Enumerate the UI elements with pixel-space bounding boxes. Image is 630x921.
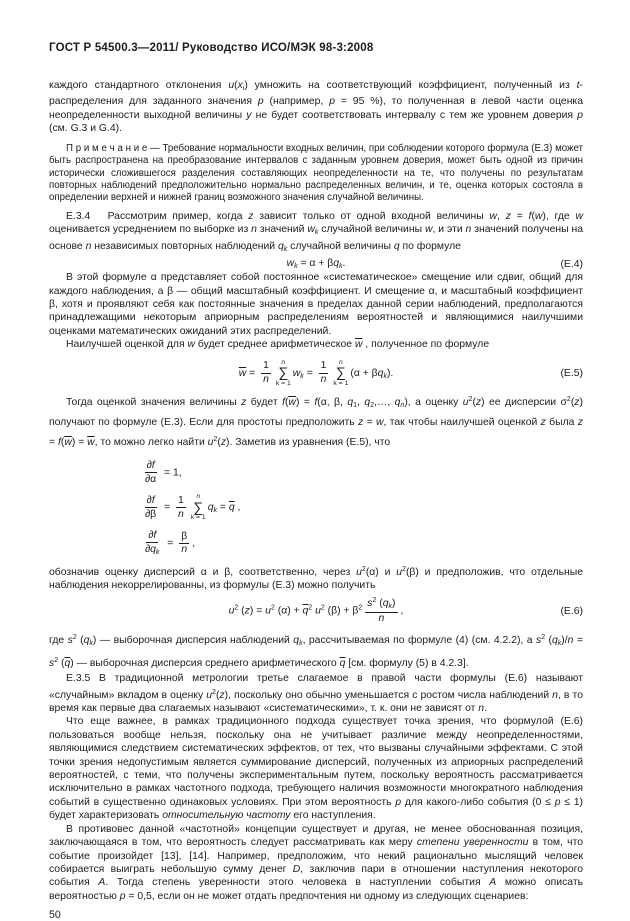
text-segment: x — [237, 80, 243, 91]
text-segment: ) ее дисперсии σ — [481, 397, 567, 409]
text-segment: ( — [531, 210, 535, 222]
text-segment: = — [573, 634, 583, 646]
text-segment: w — [286, 258, 295, 270]
text-segment: 1 — [263, 360, 269, 372]
text-segment: p — [119, 890, 126, 902]
text-segment: q — [207, 502, 214, 514]
text-segment: 2 — [213, 436, 218, 444]
text-segment: f — [151, 459, 155, 471]
text-segment: w — [534, 210, 543, 222]
fraction — [319, 360, 329, 385]
text-segment: (α) и — [365, 566, 397, 578]
sum-lower-limit: k = 1 — [190, 514, 206, 522]
text-segment: f — [151, 494, 155, 506]
text-segment: p — [554, 796, 561, 808]
text-segment: ∂α — [145, 473, 157, 485]
text-segment: , — [400, 605, 404, 617]
text-segment: f — [314, 397, 318, 409]
text-segment: $\overline{q}$ — [302, 605, 309, 617]
text-segment: Тогда оценкой значения величины — [66, 397, 242, 409]
formula-e6-label: (Е.6) — [560, 605, 583, 617]
text-segment: 2 — [468, 396, 473, 404]
text-segment: 2 — [212, 688, 216, 696]
text-segment: w — [376, 417, 384, 429]
text-segment: , заключив пари в отношении наступления некоторого события — [49, 863, 584, 889]
text-segment: n — [85, 240, 92, 252]
text-segment: для какого-либо события (0 ≤ — [401, 796, 555, 808]
text-segment: 2 — [370, 402, 375, 410]
text-segment: q — [377, 367, 384, 379]
text-segment: k — [294, 263, 298, 271]
text-segment: z — [475, 397, 482, 409]
text-segment: ∂ — [146, 494, 152, 506]
text-segment: ( — [58, 658, 65, 670]
text-segment: 1 — [177, 494, 184, 506]
text-segment: ( — [76, 634, 84, 646]
sigma-icon: ∑ — [193, 498, 204, 515]
sum-lower-limit: k = 1 — [275, 379, 291, 387]
text-segment: ,…, — [374, 397, 395, 409]
text-segment: , — [234, 502, 241, 514]
text-segment: = 1, — [161, 467, 182, 479]
sigma-icon: ∑ — [335, 364, 346, 381]
text-segment: w — [292, 367, 301, 379]
text-segment: w — [307, 224, 315, 236]
text-segment: z — [577, 417, 583, 429]
text-segment: (β) и предположив, что отдельные наблюдения некоррелированны, из формулы (Е.3) можно получить — [49, 566, 583, 591]
text-segment: n — [465, 224, 472, 236]
text-segment: u — [396, 566, 403, 578]
text-segment: значений — [256, 224, 308, 236]
text-segment: ), поскольку оно обычно уменьшается с ростом числа наблюдений — [224, 689, 553, 701]
text-segment: p — [577, 109, 583, 121]
fraction-numerator — [145, 460, 157, 473]
paragraph-continuation — [49, 79, 583, 136]
text-segment: z — [219, 689, 225, 701]
text-segment: ∂β — [145, 508, 157, 520]
text-segment: n — [400, 402, 405, 410]
fraction — [179, 531, 189, 556]
sum-upper-limit: n — [196, 493, 201, 501]
formula-df-dalpha — [140, 460, 583, 485]
text-segment: , в то время как первые два слагаемых называют «систематическими», т. к. они не зависят от — [49, 689, 583, 715]
text-segment: , рассчитываемая по формуле (4) (см. 4.2.2), а — [302, 634, 536, 646]
text-segment: Е.3.5 В традиционной метрологии третье слагаемое в правой части формулы (Е.6) называют «случайным» вкладом в оценку — [49, 673, 583, 701]
text-segment: q — [382, 598, 389, 610]
text-segment: обозначив оценку дисперсий α и β, соответственно, через — [49, 566, 357, 578]
text-segment: зависит только от одной входной величины — [253, 210, 490, 222]
text-segment: p — [395, 796, 402, 808]
paragraph-protivoves — [49, 823, 583, 903]
text-segment: D — [292, 863, 301, 875]
text-segment: значений получены на основе — [49, 224, 583, 252]
text-segment: z — [505, 210, 511, 222]
page-header: ГОСТ Р 54500.3—2011/ Руководство ИСО/МЭК 98-3:2008 — [49, 42, 374, 54]
text-segment: q — [293, 634, 300, 646]
fraction-numerator — [261, 360, 271, 373]
fraction-denominator — [143, 473, 158, 485]
text-segment: была — [545, 417, 578, 429]
text-segment: k — [299, 639, 303, 647]
text-segment: n — [378, 613, 385, 625]
text-segment: = — [303, 367, 316, 379]
text-segment: k — [300, 372, 304, 380]
text-segment: ∂ — [148, 530, 154, 542]
text-segment: = — [216, 502, 229, 514]
text-segment: ). Заметив из уравнения (Е.5), что — [226, 437, 391, 449]
text-segment: не будет соответствовать интервалу с тем же уровнем доверия — [251, 109, 578, 121]
paragraph-togda — [49, 392, 583, 451]
text-segment: u — [228, 605, 235, 617]
text-segment: , — [497, 210, 506, 222]
text-segment: независимых повторных наблюдений — [91, 240, 278, 252]
text-segment: q — [277, 240, 284, 252]
text-segment: , — [357, 397, 365, 409]
text-segment: Наилучшей оценкой для — [66, 339, 188, 351]
summation — [191, 493, 206, 522]
text-segment: k — [155, 548, 160, 556]
text-segment: = 95 %), то полученная в левой части оценка неопределенности выходной величины — [49, 96, 583, 121]
text-segment: по формуле — [399, 240, 461, 252]
text-segment: ) умножить на соответствующий коэффициент, полученный из — [244, 80, 577, 91]
formula-e4-body — [87, 258, 545, 270]
text-segment: будет среднее арифметическое — [194, 339, 355, 351]
fraction — [365, 597, 397, 624]
text-segment: q — [347, 397, 354, 409]
text-segment: k — [339, 263, 343, 271]
text-segment: $\overline{w}$ — [87, 437, 95, 449]
text-segment: f — [57, 437, 61, 449]
text-segment: 2 — [270, 604, 275, 612]
text-segment: В противовес данной «частотной» концепции существует и другая, не менее обоснованная позиция, заключающаяся в том, что вероятность следует рассматривать как меру — [49, 823, 583, 849]
text-segment: n — [478, 703, 485, 715]
text-segment: n — [181, 544, 188, 556]
paragraph-e3-5 — [49, 672, 583, 715]
text-segment: y — [246, 109, 252, 121]
text-segment: s — [49, 658, 55, 670]
text-segment: ≤ 1) будет характеризовать — [49, 796, 584, 822]
text-segment: u — [356, 566, 362, 578]
text-segment: [см. формулу (5) в 4.2.3]. — [345, 658, 469, 670]
text-segment: = α + β — [297, 258, 334, 270]
sum-upper-limit: n — [339, 358, 343, 366]
text-segment: $\overline{q}$ — [228, 502, 235, 514]
fraction-numerator — [145, 495, 157, 508]
text-segment: ) = — [295, 397, 315, 409]
text-segment: z — [244, 605, 250, 617]
text-segment: w — [424, 224, 433, 236]
fraction-denominator — [319, 374, 329, 386]
sum-upper-limit: n — [281, 358, 286, 366]
text-segment: ∂ — [146, 459, 152, 471]
paragraph-e3-4 — [49, 210, 583, 256]
text-segment: ), где — [542, 210, 576, 222]
text-segment: u — [462, 397, 469, 409]
text-segment: p — [257, 96, 264, 108]
text-segment: ( — [217, 437, 221, 449]
text-segment: $\overline{w}$ — [354, 339, 363, 351]
text-segment: s — [536, 634, 542, 646]
text-segment: )/ — [561, 634, 568, 646]
text-segment: w — [187, 339, 195, 351]
sigma-icon: ∑ — [278, 364, 289, 381]
text-segment: в том, что событие произойдет [13], [14]. Например, предположим, что некий рационально мыслящий человек собирается выиграть небольшую сумму денег — [49, 837, 583, 875]
text-segment: $\overline{w}$ — [288, 397, 296, 409]
text-segment: n — [552, 689, 558, 701]
text-segment: 2 — [54, 657, 59, 665]
text-segment: (α, β, — [317, 397, 348, 409]
text-segment: 2 — [308, 604, 313, 612]
text-segment: (α + β — [350, 367, 378, 379]
text-segment: ) получают по формуле (Е.3). Если для простоты предположить — [49, 397, 583, 429]
text-segment: ( — [570, 397, 575, 409]
fraction-denominator — [261, 374, 271, 386]
text-segment: z — [574, 397, 580, 409]
text-segment: ( — [472, 397, 476, 409]
text-segment: z — [358, 417, 364, 429]
text-segment: ) — выборочная дисперсия среднего арифметического — [70, 658, 340, 670]
text-segment: ( — [284, 397, 289, 409]
text-segment: , полученное по формуле — [362, 339, 490, 351]
text-segment: (α) + — [274, 605, 303, 617]
text-segment: k — [557, 639, 562, 647]
text-segment: n — [320, 374, 327, 385]
text-segment: k — [314, 229, 319, 237]
text-segment: i — [242, 85, 245, 92]
formula-df-dqk — [140, 530, 583, 556]
text-segment: q — [394, 397, 401, 409]
text-segment: n — [567, 634, 574, 646]
text-segment: k — [283, 245, 288, 253]
text-segment: (например, — [263, 96, 330, 108]
formula-df-dbeta — [140, 493, 583, 522]
text-segment: случайной величины — [287, 240, 394, 252]
page-number: 50 — [49, 909, 61, 921]
fraction-denominator — [179, 544, 189, 556]
text-segment: относительную частоту — [162, 810, 291, 822]
paragraph-best-estimate — [49, 338, 583, 351]
text-segment: = — [363, 417, 377, 429]
formula-e5-label: (Е.5) — [560, 367, 583, 379]
text-segment: $\overline{w}$ — [238, 367, 247, 379]
text-segment: можно описать вероятностью — [49, 877, 583, 902]
text-segment: 2 — [358, 604, 363, 612]
text-segment: Что еще важнее, в рамках традиционного подхода существует точка зрения, что формулой (Е.6) пользоваться вообще нельзя, поскольку она не учитывает различие между неопределенностями, являющимися следствием систематических эффектов, от тех, что вызваны случайными эффектами. С этой точки зрения недопустимым является суммирование дисперсий, полученных из априорных распределений вероятностей, с теми, что получены экспериментальным путем, поскольку вероятность рассматривается исключительно в рамках частотного подхода, требующего наличия возможности многократного наблюдения событий в существенно одинаковых условиях. При этом вероятность — [49, 716, 583, 808]
text-segment: ). — [386, 367, 394, 379]
text-segment: s — [67, 634, 73, 646]
text-segment: ( — [545, 634, 553, 646]
text-segment: 2 — [361, 565, 366, 573]
fraction — [143, 530, 161, 556]
fraction-numerator — [179, 531, 189, 544]
text-segment: z — [220, 437, 227, 449]
text-segment: 2 — [566, 396, 571, 404]
paragraph-after-e4 — [49, 271, 583, 338]
text-segment: q — [83, 634, 90, 646]
text-segment: 2 — [372, 597, 377, 605]
text-segment: = — [510, 210, 529, 222]
text-segment: n — [263, 374, 269, 385]
text-segment: ( — [215, 689, 220, 701]
paragraph-oboznachiv — [49, 563, 583, 593]
text-segment: Е.3.4 Рассмотрим пример, когда — [66, 210, 249, 222]
text-segment: ) = — [249, 605, 266, 617]
text-segment: n — [251, 224, 257, 236]
formula-e4-label: (Е.4) — [560, 258, 583, 270]
text-segment: q — [393, 240, 400, 252]
text-segment: q — [552, 634, 558, 646]
text-segment: k — [383, 372, 387, 380]
text-segment: w — [489, 210, 498, 222]
text-segment: ( — [60, 437, 65, 449]
text-segment: . Тогда степень уверенности этого человека в наступлении события — [105, 877, 490, 889]
text-segment: k — [89, 639, 93, 647]
text-segment: u — [265, 605, 271, 617]
text-segment: где — [49, 634, 68, 646]
text-segment: -распределения для заданного значения — [49, 80, 583, 108]
text-segment: k — [213, 507, 217, 515]
text-segment: = — [49, 437, 58, 449]
text-segment: 2 — [320, 604, 325, 612]
text-segment: ) — [392, 598, 396, 610]
fraction-denominator — [143, 508, 158, 520]
text-segment: k — [388, 603, 393, 611]
paragraph-chto-vazhnee — [49, 715, 583, 822]
text-segment: $\overline{q}$ — [339, 658, 346, 670]
text-segment: (β) + β — [324, 605, 359, 617]
text-segment: u — [206, 689, 213, 701]
text-segment: f — [282, 397, 285, 409]
text-segment: = — [161, 502, 173, 514]
text-segment: q — [364, 397, 371, 409]
fraction — [261, 360, 271, 385]
text-segment: , то можно легко найти — [94, 437, 208, 449]
text-segment: f — [153, 530, 157, 542]
text-segment: ), а оценку — [404, 397, 463, 409]
text-segment: $\overline{q}$ — [64, 658, 71, 670]
fraction-numerator — [146, 530, 158, 543]
text-segment: ) — выборочная дисперсия наблюдений — [92, 634, 294, 646]
text-segment: , — [192, 538, 196, 550]
text-segment: A — [98, 877, 106, 889]
text-segment: u — [315, 605, 321, 617]
text-segment: w — [575, 210, 583, 222]
text-segment: 2 — [234, 604, 239, 612]
text-segment: ( — [238, 605, 245, 617]
fraction-numerator — [176, 495, 186, 508]
fraction-numerator — [365, 597, 397, 612]
text-segment: β — [181, 530, 188, 542]
text-segment: , так чтобы наилучшей оценкой — [383, 417, 541, 429]
text-segment: f — [528, 210, 532, 222]
text-segment: = — [164, 538, 177, 550]
text-segment: ) = — [71, 437, 88, 449]
text-segment: ∂ — [145, 543, 151, 555]
text-segment: 2 — [402, 565, 406, 573]
text-segment: $\overline{w}$ — [64, 437, 72, 449]
text-segment: = 0,5, если он не может отдать предпочтения ни одному из следующих сценариев: — [125, 890, 529, 902]
text-segment: u — [207, 437, 214, 449]
fraction — [143, 460, 158, 485]
text-segment: степени уверенности — [416, 837, 529, 849]
text-segment: будет — [246, 397, 283, 409]
text-segment: В этой формуле α представляет собой постоянное «систематическое» смещение или сдвиг, общий для каждого наблюдения, а β — общий масштабный коэффициент. И смещение α, и масштабный коэффициент β, хотя и проявляют себя как постоянные значения в пределах данной серии наблюдений, предполагаются принадлежащими некоторым априорным распределениям вероятностей и являющимися наилучшими оценками математических ожиданий этих распределений. — [49, 272, 583, 337]
formula-e6-body — [87, 597, 545, 624]
text-segment: (см. G.3 и G.4). — [49, 123, 122, 135]
formula-e6 — [49, 597, 583, 624]
text-segment: u — [228, 80, 235, 91]
text-segment: q — [150, 543, 156, 555]
text-segment: 1 — [320, 360, 327, 372]
summation — [276, 359, 291, 388]
text-segment: ( — [376, 598, 383, 610]
fraction-denominator — [377, 613, 387, 625]
fraction-numerator — [319, 360, 329, 373]
text-segment: , и эти — [432, 224, 466, 236]
fraction — [176, 495, 186, 520]
text-segment: 2 — [541, 633, 546, 641]
text-segment: = — [246, 367, 259, 379]
text-segment: z — [248, 210, 254, 222]
text-segment: 1 — [353, 402, 358, 410]
fraction — [143, 495, 158, 520]
fraction-denominator — [143, 543, 161, 556]
text-segment: его наступления. — [290, 810, 376, 822]
text-segment: A — [489, 877, 497, 889]
text-segment: t — [576, 80, 580, 91]
text-segment: П р и м е ч а н и е — Требование нормальности входных величин, при соблюдении которого формула (Е.3) может быть распространена на преобразование интервалов с заданным уровнем доверия, может быть одной из причин исторически сложившегося разделения составляющих неопределенности на те, что получены по результатам повторных наблюдений предположительно нормально распределенных величин, и те, оценка которых состояла в определении верхней и нижней границ возможного значения случайной величины. — [49, 142, 583, 204]
text-segment: . — [484, 703, 487, 715]
text-segment: . — [342, 258, 346, 270]
formula-e5 — [49, 359, 583, 388]
text-segment: каждого стандартного отклонения — [49, 80, 229, 91]
text-segment: q — [333, 258, 340, 270]
sum-lower-limit: k = 1 — [333, 379, 349, 387]
formula-e4 — [49, 258, 583, 270]
text-segment: оценивается усреднением по выборке из — [49, 224, 252, 236]
paragraph-gde — [49, 629, 583, 672]
note-paragraph — [49, 143, 583, 205]
fraction-denominator — [176, 508, 186, 520]
text-segment: z — [540, 417, 546, 429]
text-segment: 2 — [72, 633, 77, 641]
text-segment: s — [367, 598, 373, 610]
text-segment: ( — [234, 80, 238, 91]
formula-e5-body — [87, 359, 545, 388]
text-segment: p — [329, 96, 335, 108]
text-segment: z — [241, 397, 247, 409]
summation — [333, 359, 348, 388]
text-segment: случайной величины — [318, 224, 425, 236]
text-segment: n — [177, 508, 184, 520]
